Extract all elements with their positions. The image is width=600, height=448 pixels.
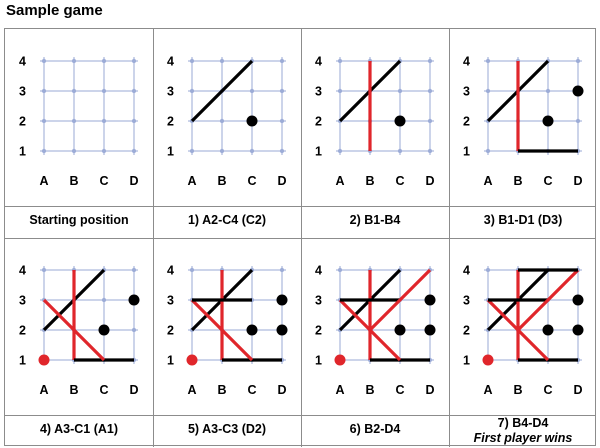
panel-caption [449,213,597,228]
game-board-grid [4,28,596,446]
column-label: B [365,174,375,188]
panel-divider [5,415,595,416]
grid-node [428,119,432,123]
column-label: B [365,383,375,397]
column-label: C [395,383,405,397]
grid-node [72,149,76,153]
caption-subtext: First player wins [473,431,573,445]
grid-node [42,119,46,123]
red-dot [39,355,50,366]
row-label: 2 [167,323,174,338]
row-label: 4 [315,54,322,69]
grid-node [338,89,342,93]
grid-node [250,89,254,93]
column-label: C [247,174,257,188]
row-label: 3 [463,293,470,308]
row-label: 1 [463,353,470,368]
column-label: B [513,383,523,397]
board-diagram [301,29,449,206]
board-diagram [5,238,153,415]
row-label: 3 [19,293,26,308]
black-dot [395,116,406,127]
caption-text: 2) B1-B4 [349,213,401,227]
row-label: 2 [19,323,26,338]
column-label: A [187,174,197,188]
grid-node [132,328,136,332]
black-dot [129,295,140,306]
grid-node [102,149,106,153]
grid-node [486,59,490,63]
grid-node [102,298,106,302]
row-label: 2 [315,114,322,129]
grid-node [250,149,254,153]
row-label: 1 [315,144,322,159]
row-label: 2 [19,114,26,129]
row-label: 3 [315,84,322,99]
row-label: 3 [315,293,322,308]
grid-node [338,59,342,63]
board-diagram [153,29,301,206]
column-label: B [217,174,227,188]
panel-caption [5,422,153,437]
column-label: B [69,174,79,188]
black-dot [425,295,436,306]
panel-caption [153,422,301,437]
grid-node [280,268,284,272]
grid-node [102,89,106,93]
caption-text: 7) B4-D4 [497,416,549,430]
caption-text: 6) B2-D4 [349,422,401,436]
row-label: 2 [463,323,470,338]
grid-node [486,89,490,93]
grid-node [486,268,490,272]
column-label: D [277,383,287,397]
grid-node [190,268,194,272]
row-label: 4 [167,54,174,69]
row-label: 1 [167,144,174,159]
column-label: A [335,174,345,188]
caption-text: 3) B1-D1 (D3) [483,213,563,227]
row-label: 4 [167,263,174,278]
column-label: D [573,383,583,397]
panel-caption [301,422,449,437]
black-dot [573,325,584,336]
grid-node [398,89,402,93]
row-label: 2 [315,323,322,338]
column-label: D [129,383,139,397]
column-label: C [395,174,405,188]
red-dot [483,355,494,366]
grid-node [576,119,580,123]
row-label: 4 [463,54,470,69]
black-dot [247,325,258,336]
black-dot [573,295,584,306]
grid-node [280,149,284,153]
row-label: 3 [19,84,26,99]
row-label: 1 [315,353,322,368]
board-diagram [5,29,153,206]
column-label: A [335,383,345,397]
board-diagram [301,238,449,415]
row-label: 2 [167,114,174,129]
page-title: Sample game [6,2,103,19]
panel-caption [301,213,449,228]
grid-node [280,119,284,123]
column-label: C [543,174,553,188]
black-dot [573,86,584,97]
panel-caption [449,416,597,446]
grid-node [338,268,342,272]
grid-node [190,89,194,93]
column-label: C [543,383,553,397]
row-label: 1 [19,144,26,159]
column-label: D [425,174,435,188]
caption-text: 1) A2-C4 (C2) [187,213,267,227]
column-label: B [513,174,523,188]
grid-node [280,59,284,63]
board-diagram [153,238,301,415]
column-label: A [187,383,197,397]
grid-node [486,149,490,153]
column-label: A [483,383,493,397]
black-dot [277,295,288,306]
panel-divider [5,206,595,207]
row-label: 1 [19,353,26,368]
row-label: 2 [463,114,470,129]
grid-node [132,59,136,63]
grid-node [42,89,46,93]
panel-divider [5,238,595,239]
grid-node [102,119,106,123]
grid-node [42,59,46,63]
black-dot [277,325,288,336]
row-label: 3 [167,293,174,308]
red-dot [335,355,346,366]
grid-node [102,59,106,63]
black-dot [247,116,258,127]
grid-node [398,149,402,153]
column-label: C [247,383,257,397]
red-dot [187,355,198,366]
grid-node [72,89,76,93]
column-label: A [39,383,49,397]
column-label: A [39,174,49,188]
grid-node [190,149,194,153]
row-label: 3 [463,84,470,99]
column-label: D [573,174,583,188]
grid-node [42,149,46,153]
column-label: B [69,383,79,397]
row-label: 4 [19,54,26,69]
grid-node [338,149,342,153]
column-label: A [483,174,493,188]
grid-node [132,149,136,153]
column-label: C [99,383,109,397]
column-label: B [217,383,227,397]
grid-node [428,59,432,63]
black-dot [99,325,110,336]
row-label: 4 [315,263,322,278]
grid-node [132,89,136,93]
column-label: D [129,174,139,188]
black-dot [395,325,406,336]
caption-text: 5) A3-C3 (D2) [187,422,267,436]
column-label: C [99,174,109,188]
grid-node [72,59,76,63]
column-label: D [425,383,435,397]
caption-text: 4) A3-C1 (A1) [39,422,119,436]
panel-caption [5,213,153,228]
grid-node [280,89,284,93]
row-label: 1 [167,353,174,368]
black-dot [543,325,554,336]
panel-caption [153,213,301,228]
grid-node [576,59,580,63]
grid-node [220,59,224,63]
black-dot [543,116,554,127]
grid-node [220,149,224,153]
grid-node [428,89,432,93]
board-diagram [449,238,597,415]
grid-node [428,149,432,153]
grid-node [132,268,136,272]
grid-node [220,119,224,123]
grid-node [42,268,46,272]
row-label: 3 [167,84,174,99]
column-label: D [277,174,287,188]
caption-text: Starting position [29,213,129,227]
grid-node [72,119,76,123]
row-label: 1 [463,144,470,159]
row-label: 4 [463,263,470,278]
grid-node [546,89,550,93]
board-diagram [449,29,597,206]
grid-node [190,59,194,63]
black-dot [425,325,436,336]
row-label: 4 [19,263,26,278]
grid-node [132,119,136,123]
